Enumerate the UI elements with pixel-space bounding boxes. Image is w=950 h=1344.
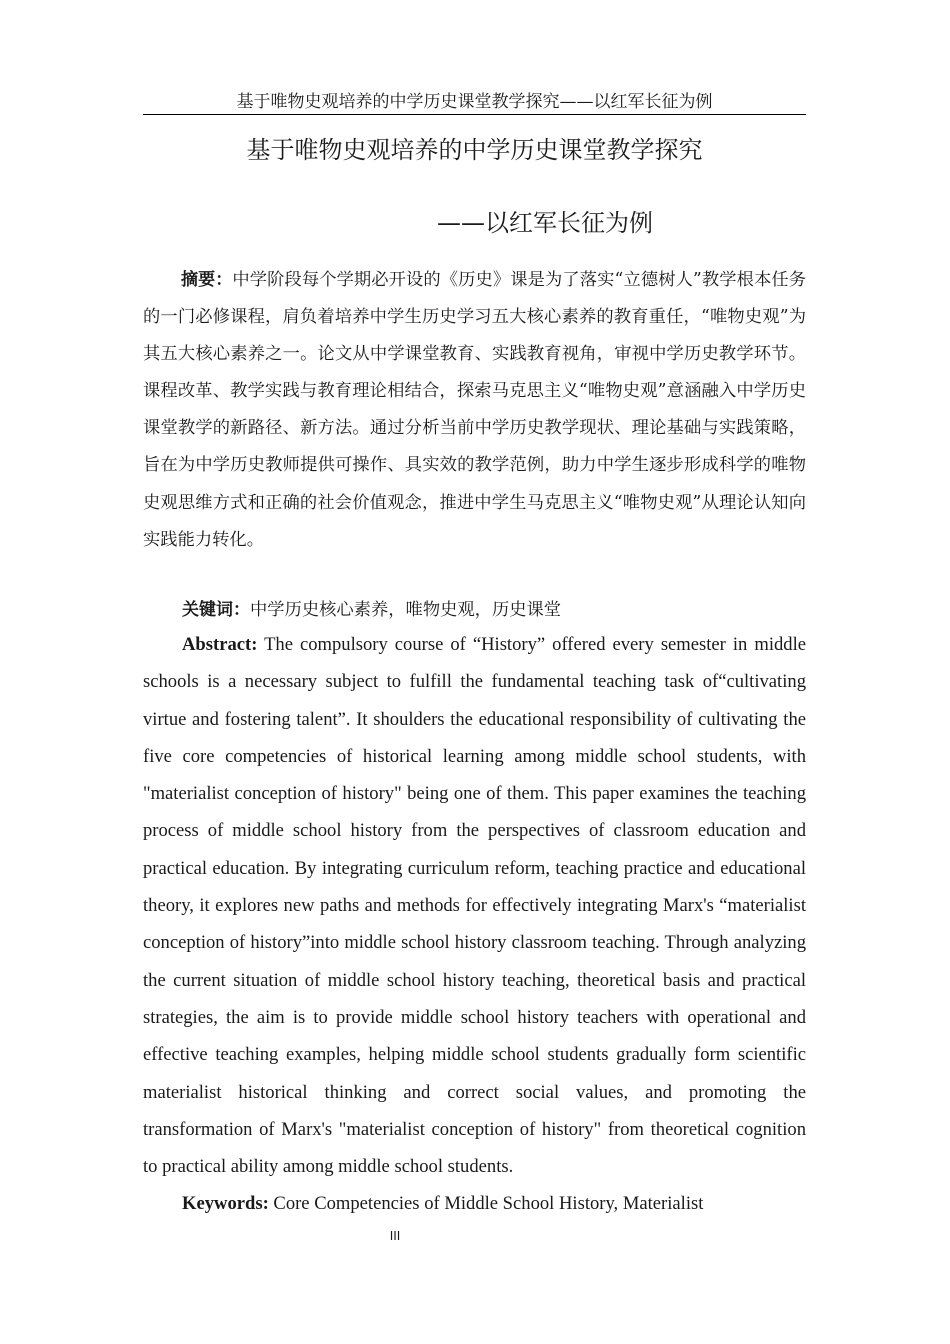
abstract-chinese <box>143 262 806 559</box>
abstract-english <box>143 626 806 1185</box>
abstract-chinese-text: 中学阶段每个学期必开设的《历史》课是为了落实“立德树人”教学根本任务的一门必修课程，肩负着培养中学生历史学习五大核心素养的教育重任，“唯物史观”为其五大核心素养之一。论文从中学课堂教育、实践教育视角，审视中学历史教学环节。课程改革、教学实践与教育理论相结合，探索马克思主义“唯物史观”意涵融入中学历史课堂教学的新路径、新方法。通过分析当前中学历史教学现状、理论基础与实践策略，旨在为中学历史教师提供可操作、具实效的教学范例，助力中学生逐步形成科学的唯物史观思维方式和正确的社会价值观念，推进中学生马克思主义“唯物史观”从理论认知向实践能力转化。 <box>143 270 807 550</box>
keywords-english <box>182 1189 703 1219</box>
page-title: 基于唯物史观培养的中学历史课堂教学探究 <box>246 136 703 164</box>
keywords-english-label: Keywords: <box>182 1193 269 1214</box>
keywords-chinese-text: 中学历史核心素养，唯物史观，历史课堂 <box>250 600 562 620</box>
keywords-chinese-label: 关键词： <box>182 600 250 620</box>
page-subtitle: ——以红军长征为例 <box>437 209 653 237</box>
header-divider <box>143 114 806 115</box>
keywords-chinese <box>182 596 561 624</box>
abstract-english-text: The compulsory course of “History” offered every semester in middle schools is a necessary subject to fulfill the fundamental teaching task of“cultivating virtue and fostering talent”. It shoulders the educational responsibility of cultivating the five core competencies of historical learning among middle school students, with "materialist conception of history" being one of them. This paper examines the teaching process of middle school history from the perspectives of classroom education and practical education. By integrating curriculum reform, teaching practice and educational theory, it explores new paths and methods for effectively integrating Marx's “materialist conception of history”into middle school history classroom teaching. Through analyzing the current situation of middle school history teaching, theoretical basis and practical strategies, the aim is to provide middle school history teachers with operational and effective teaching examples, helping middle school students gradually form scientific materialist historical thinking and correct social values, and promoting the transformation of Marx's "materialist conception of history" from theoretical cognition to practical ability among middle school students. <box>143 634 806 1178</box>
page-number: III <box>389 1229 401 1243</box>
keywords-english-text: Core Competencies of Middle School History, Materialist <box>268 1193 704 1214</box>
abstract-chinese-label: 摘要： <box>181 270 233 290</box>
running-header: 基于唯物史观培养的中学历史课堂教学探究——以红军长征为例 <box>236 92 713 112</box>
abstract-english-label: Abstract: <box>182 634 258 655</box>
